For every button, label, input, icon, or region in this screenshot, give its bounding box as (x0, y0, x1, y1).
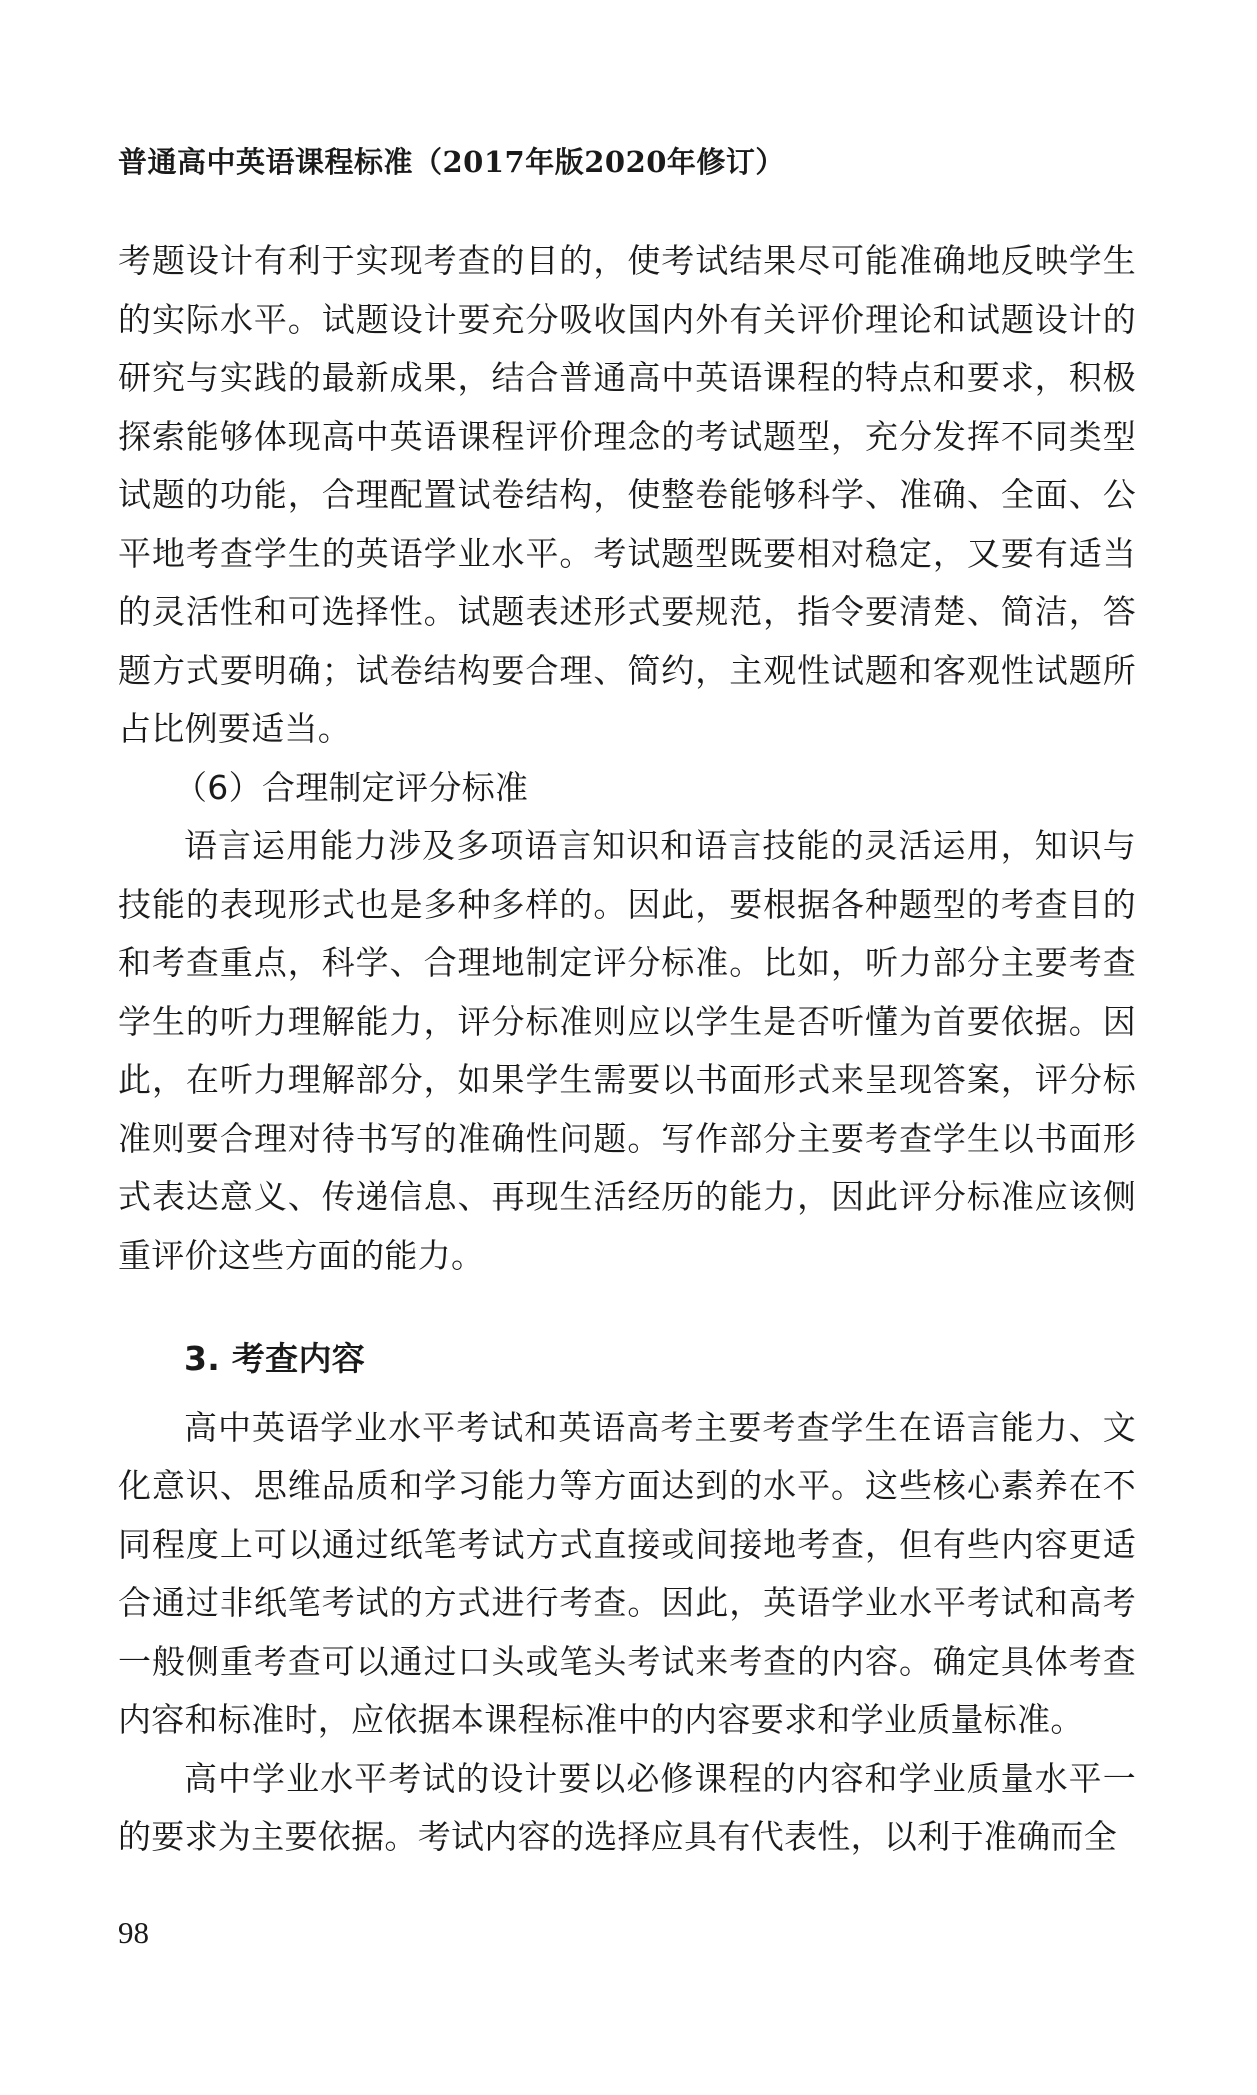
page-number: 98 (118, 1915, 149, 1950)
paragraph-exam-design: 考题设计有利于实现考查的目的，使考试结果尽可能准确地反映学生的实际水平。试题设计要充分吸收国内外有关评价理论和试题设计的研究与实践的最新成果，结合普通高中英语课程的特点和要求，积极探索能够体现高中英语课程评价理念的考试题型，充分发挥不同类型试题的功能，合理配置试卷结构，使整卷能够科学、准确、全面、公平地考查学生的英语学业水平。考试题型既要相对稳定，又要有适当的灵活性和可选择性。试题表述形式要规范，指令要清楚、简洁，答题方式要明确；试卷结构要合理、简约，主观性试题和客观性试题所占比例要适当。 (118, 241, 1136, 748)
running-header: 普通高中英语课程标准（2017年版2020年修订） (118, 145, 785, 179)
paragraph-scoring-standards: 语言运用能力涉及多项语言知识和语言技能的灵活运用，知识与技能的表现形式也是多种多样的。因此，要根据各种题型的考查目的和考查重点，科学、合理地制定评分标准。比如，听力部分主要考查学生的听力理解能力，评分标准则应以学生是否听懂为首要依据。因此，在听力理解部分，如果学生需要以书面形式来呈现答案，评分标准则要合理对待书写的准确性问题。写作部分主要考查学生以书面形式表达意义、传递信息、再现生活经历的能力，因此评分标准应该侧重评价这些方面的能力。 (118, 826, 1136, 1275)
subheading-scoring-standards: （6）合理制定评分标准 (174, 767, 529, 807)
section-heading-exam-content: 3. 考查内容 (184, 1339, 366, 1378)
paragraph-academic-test-design: 高中学业水平考试的设计要以必修课程的内容和学业质量水平一的要求为主要依据。考试内容的选择应具有代表性，以利于准确而全 (118, 1758, 1136, 1856)
paragraph-exam-content: 高中英语学业水平考试和英语高考主要考查学生在语言能力、文化意识、思维品质和学习能力等方面达到的水平。这些核心素养在不同程度上可以通过纸笔考试方式直接或间接地考查，但有些内容更适合通过非纸笔考试的方式进行考查。因此，英语学业水平考试和高考一般侧重考查可以通过口头或笔头考试来考查的内容。确定具体考查内容和标准时，应依据本课程标准中的内容要求和学业质量标准。 (118, 1407, 1136, 1739)
page-body (118, 232, 1136, 1867)
